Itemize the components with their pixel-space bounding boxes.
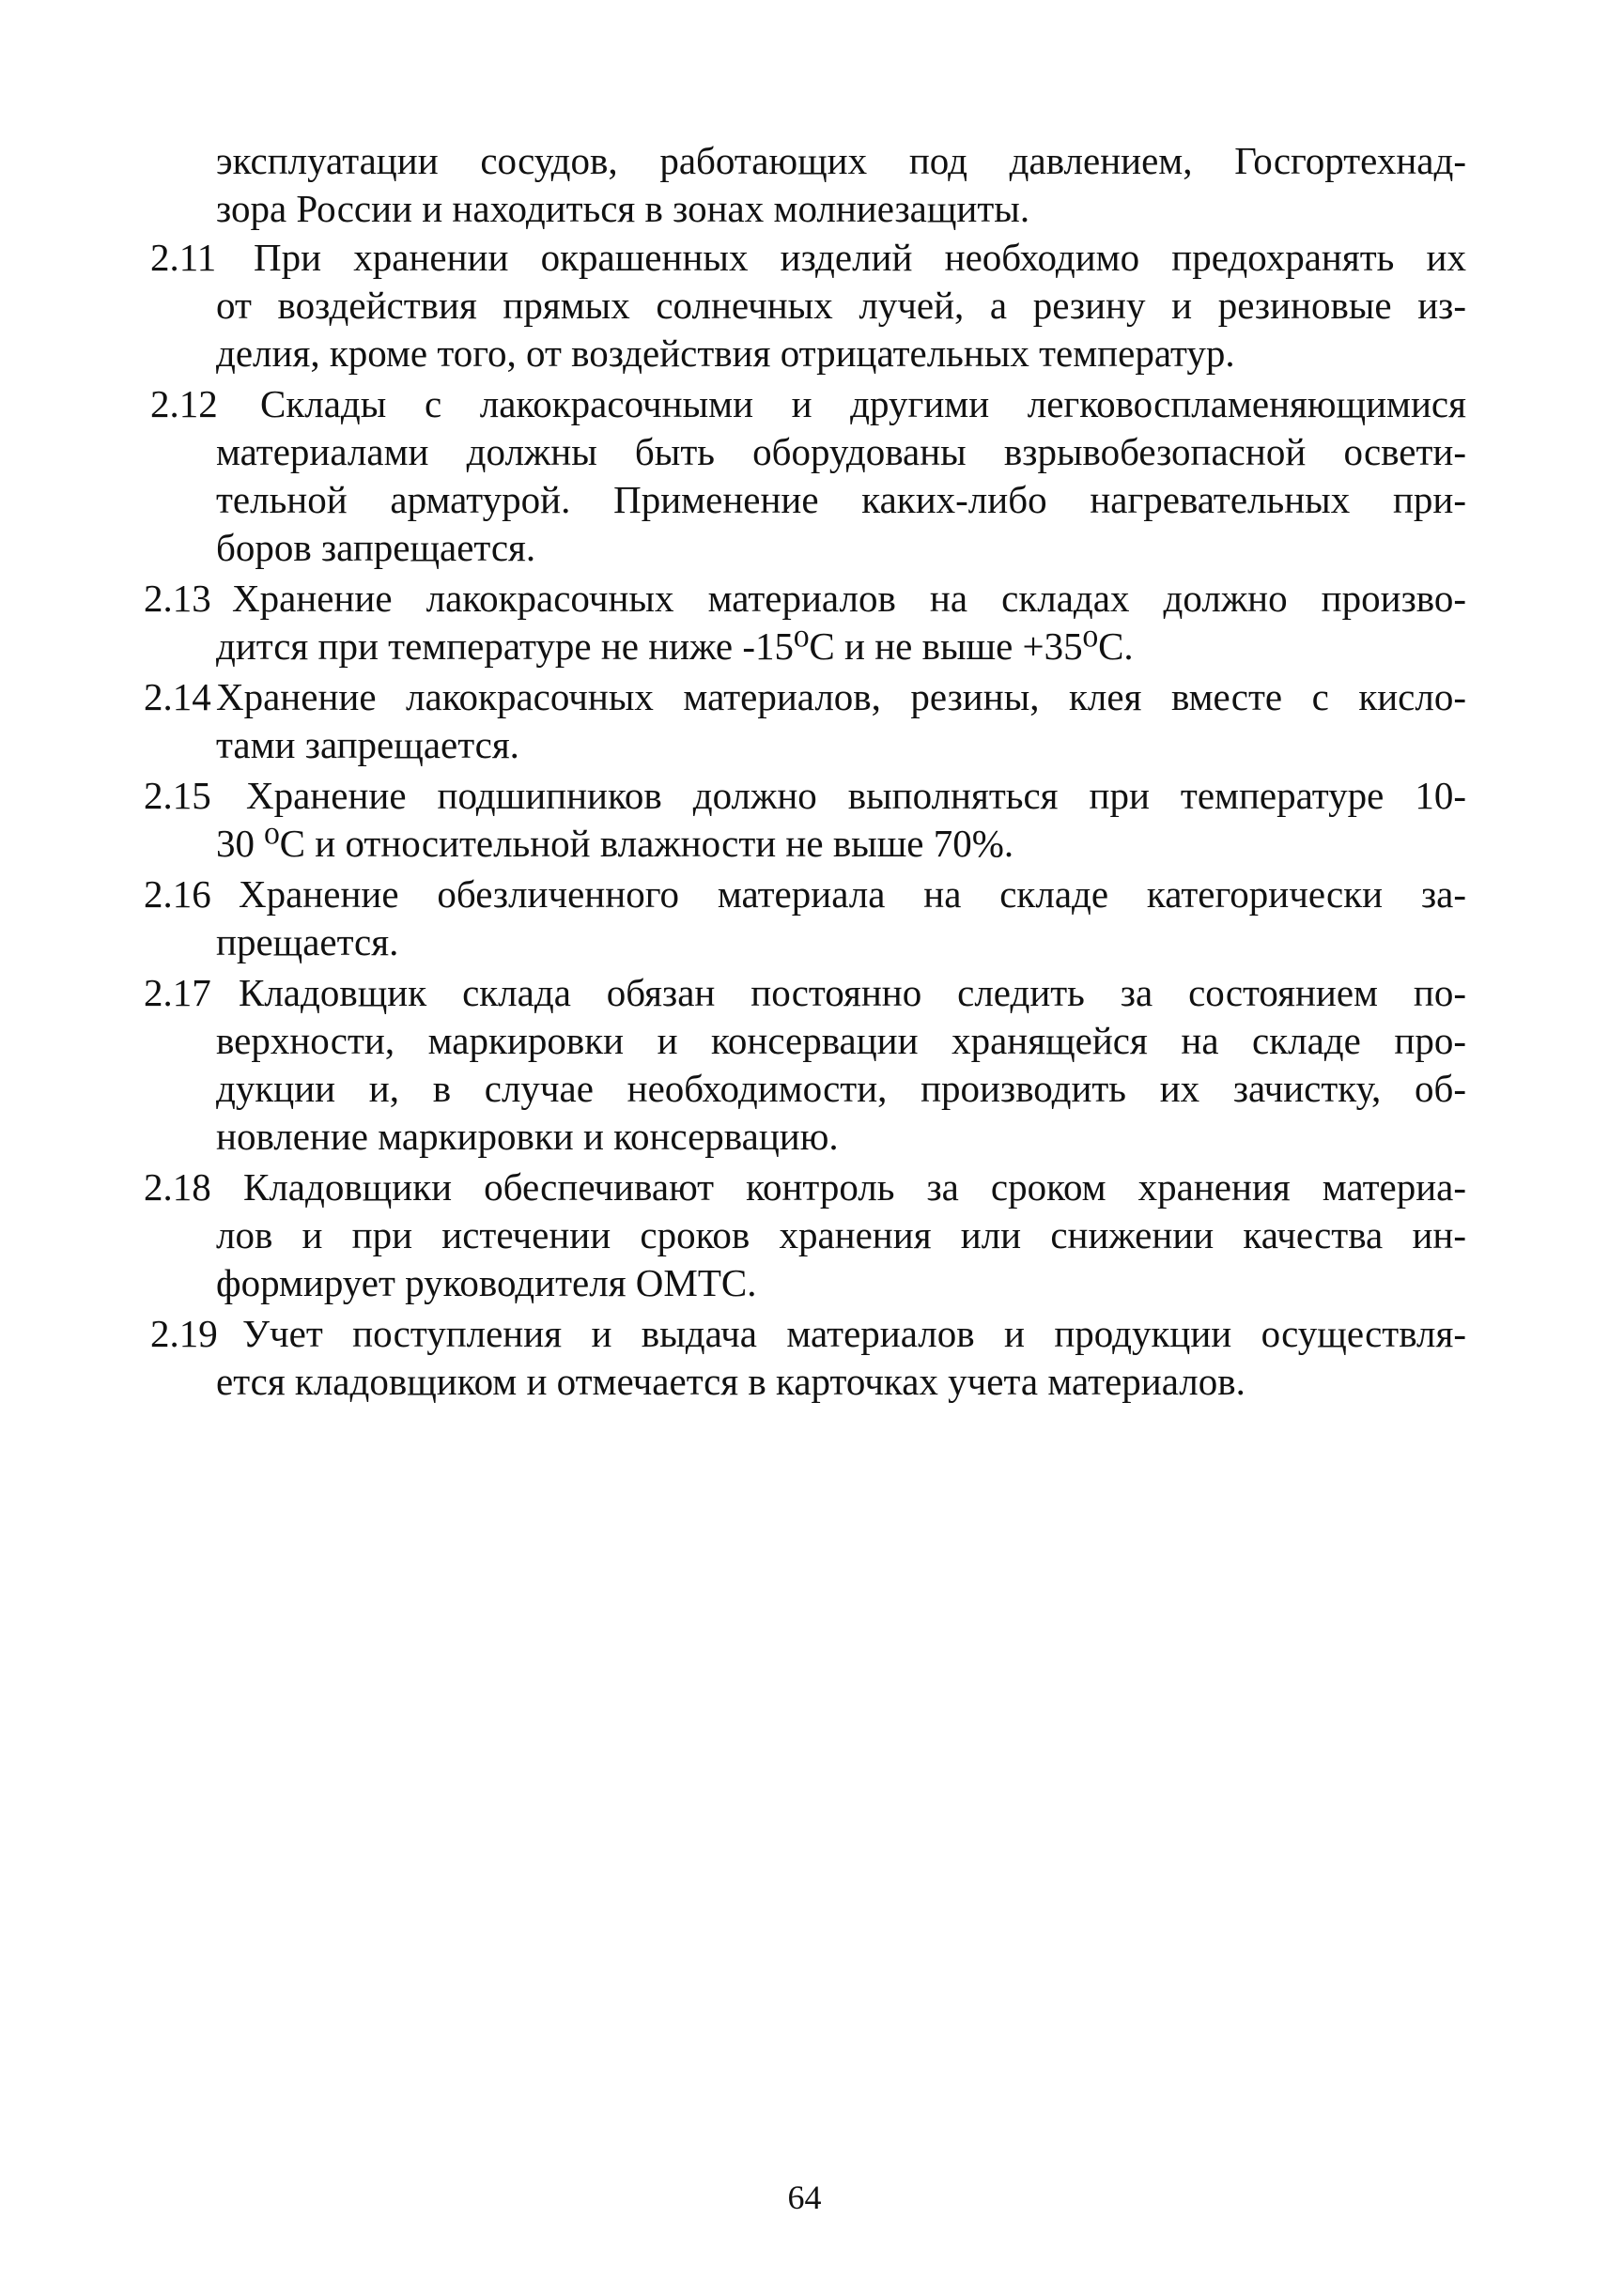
paragraph-line: Кладовщики обеспечивают контроль за сроком хранения материа- [243, 1165, 1466, 1209]
item-number: 2.12 [150, 382, 218, 425]
paragraph-line: 30 ⁰С и относительной влажности не выше 70%. [216, 822, 1014, 865]
item-number: 2.15 [144, 774, 211, 817]
item-number: 2.11 [150, 236, 217, 279]
paragraph-line: Хранение обезличенного материала на складе категорически за- [239, 872, 1466, 916]
item-number: 2.13 [144, 577, 211, 620]
paragraph-line: тельной арматурой. Применение каких-либо нагревательных при- [216, 478, 1466, 521]
paragraph-line: тами запрещается. [216, 723, 519, 766]
paragraph-line: Склады с лакокрасочными и другими легковоспламеняющимися [260, 382, 1466, 425]
paragraph-line: Учет поступления и выдача материалов и продукции осуществля- [242, 1312, 1466, 1355]
paragraph-line: дится при температуре не ниже -15⁰С и не выше +35⁰С. [216, 624, 1134, 668]
paragraph-line: делия, кроме того, от воздействия отрицательных температур. [216, 331, 1235, 375]
paragraph-line: лов и при истечении сроков хранения или снижении качества ин- [216, 1213, 1466, 1256]
paragraph-line: Хранение лакокрасочных материалов, резины, клея вместе с кисло- [216, 675, 1466, 718]
paragraph-line: ется кладовщиком и отмечается в карточках учета материалов. [216, 1360, 1245, 1403]
paragraph-line: материалами должны быть оборудованы взрывобезопасной освети- [216, 430, 1466, 473]
paragraph-line: дукции и, в случае необходимости, производить их зачистку, об- [216, 1067, 1466, 1110]
paragraph-line: верхности, маркировки и консервации хранящейся на складе про- [216, 1019, 1466, 1062]
item-number: 2.19 [150, 1312, 218, 1355]
paragraph-line: от воздействия прямых солнечных лучей, а резину и резиновые из- [216, 284, 1466, 327]
paragraph-line: новление маркировки и консервацию. [216, 1115, 839, 1158]
paragraph-line: эксплуатации сосудов, работающих под давлением, Госгортехнад- [216, 139, 1466, 182]
paragraph-line: боров запрещается. [216, 526, 536, 569]
paragraph-line: При хранении окрашенных изделий необходимо предохранять их [254, 236, 1466, 279]
item-number: 2.18 [144, 1165, 211, 1209]
item-number: 2.16 [144, 872, 211, 916]
paragraph-line: зора России и находиться в зонах молниезащиты. [216, 187, 1030, 230]
paragraph-line: формирует руководителя ОМТС. [216, 1261, 757, 1304]
paragraph-line: прещается. [216, 920, 399, 963]
item-number: 2.17 [144, 971, 211, 1014]
paragraph-line: Кладовщик склада обязан постоянно следить за состоянием по- [239, 971, 1466, 1014]
page-number: 64 [787, 2179, 822, 2216]
item-number: 2.14 [144, 675, 211, 718]
paragraph-line: Хранение подшипников должно выполняться при температуре 10- [246, 774, 1466, 817]
paragraph-line: Хранение лакокрасочных материалов на складах должно произво- [232, 577, 1466, 620]
